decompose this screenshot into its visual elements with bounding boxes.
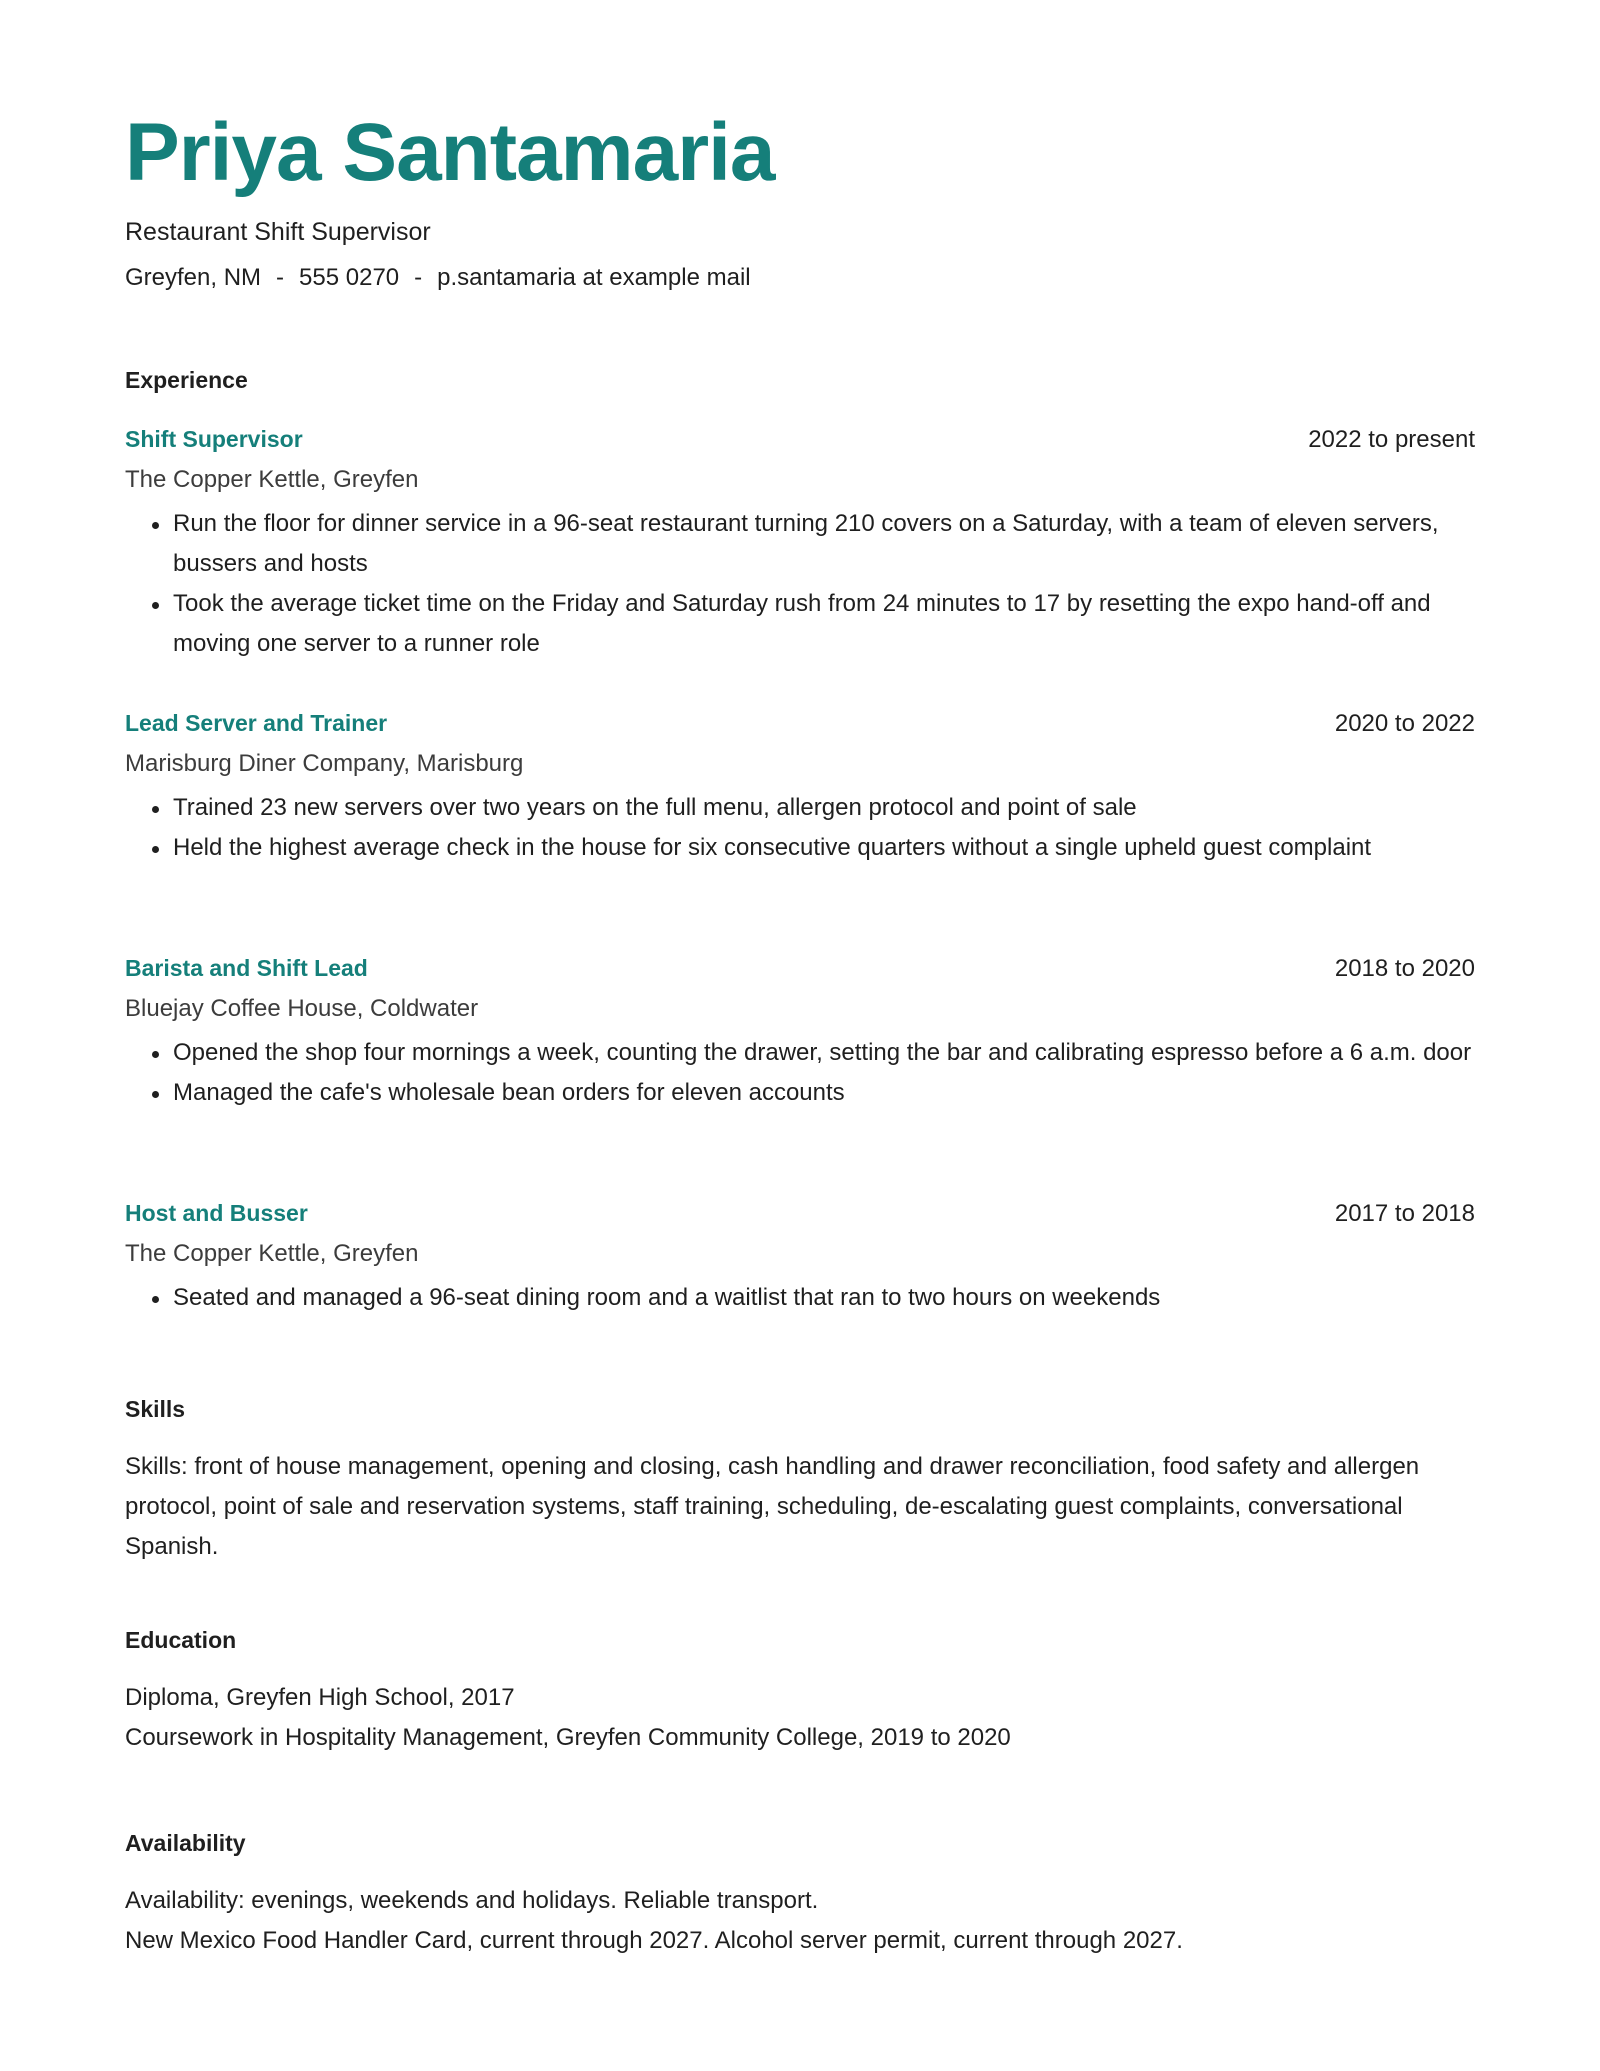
list-item bbox=[125, 584, 1475, 664]
job-dates: 2022 to present bbox=[1308, 426, 1475, 453]
job-bullets bbox=[125, 504, 1475, 664]
list-item bbox=[125, 1073, 1475, 1113]
certification-line: New Mexico Food Handler Card, current through 2027. Alcohol server permit, current through 2027. bbox=[125, 1927, 1183, 1954]
bullet-icon bbox=[152, 1091, 159, 1098]
skills-heading: Skills bbox=[125, 1396, 186, 1422]
bullet-icon bbox=[152, 1051, 159, 1058]
job-title: Shift Supervisor bbox=[125, 426, 303, 452]
bullet-text: Held the highest average check in the house for six consecutive quarters without a single upheld guest complaint bbox=[173, 834, 1372, 861]
job-entry bbox=[125, 426, 1475, 664]
job-title: Host and Busser bbox=[125, 1200, 308, 1226]
bullet-text: Seated and managed a 96-seat dining room and a waitlist that ran to two hours on weekends bbox=[173, 1284, 1161, 1311]
job-bullets bbox=[125, 788, 1475, 868]
availability-heading: Availability bbox=[125, 1830, 246, 1856]
bullet-icon bbox=[152, 522, 159, 529]
job-bullets bbox=[125, 1278, 1475, 1318]
job-title: Lead Server and Trainer bbox=[125, 710, 388, 736]
list-item bbox=[125, 828, 1475, 868]
job-dates: 2020 to 2022 bbox=[1334, 710, 1475, 737]
job-organization: The Copper Kettle, Greyfen bbox=[125, 1240, 419, 1267]
bullet-icon bbox=[152, 846, 159, 853]
bullet-text: Took the average ticket time on the Friday and Saturday rush from 24 minutes to 17 by resetting the expo hand-off and moving one server to a runner role bbox=[173, 590, 1431, 657]
contact-line bbox=[125, 264, 751, 292]
skills-text: Skills: front of house management, opening and closing, cash handling and drawer reconciliation, food safety and allergen protocol, point of sale and reservation systems, staff training, scheduling, de-escalating guest complaints, conversational Spanish. bbox=[125, 1453, 1420, 1560]
bullet-icon bbox=[152, 602, 159, 609]
bullet-icon bbox=[152, 806, 159, 813]
list-item bbox=[125, 1278, 1475, 1318]
job-bullets bbox=[125, 1033, 1475, 1113]
availability-line: Availability: evenings, weekends and holidays. Reliable transport. bbox=[125, 1887, 819, 1914]
job-entry bbox=[125, 1200, 1475, 1318]
bullet-text: Trained 23 new servers over two years on the full menu, allergen protocol and point of sale bbox=[173, 794, 1137, 821]
list-item bbox=[125, 1033, 1475, 1073]
job-dates: 2018 to 2020 bbox=[1334, 955, 1475, 982]
availability-list bbox=[125, 1881, 1475, 1961]
job-entry bbox=[125, 710, 1475, 868]
list-item bbox=[125, 504, 1475, 584]
contact-location: Greyfen, NM bbox=[125, 264, 262, 291]
job-entry bbox=[125, 955, 1475, 1113]
contact-phone: 555 0270 bbox=[299, 264, 400, 291]
bullet-text: Managed the cafe's wholesale bean orders for eleven accounts bbox=[173, 1079, 845, 1106]
candidate-name: Priya Santamaria bbox=[125, 107, 775, 198]
job-organization: The Copper Kettle, Greyfen bbox=[125, 466, 419, 493]
education-list bbox=[125, 1678, 1475, 1758]
candidate-title: Restaurant Shift Supervisor bbox=[125, 218, 431, 246]
contact-separator: - bbox=[276, 264, 285, 291]
experience-heading: Experience bbox=[125, 367, 248, 393]
job-title: Barista and Shift Lead bbox=[125, 955, 368, 981]
job-organization: Marisburg Diner Company, Marisburg bbox=[125, 750, 524, 777]
list-item bbox=[125, 788, 1475, 828]
bullet-icon bbox=[152, 1296, 159, 1303]
bullet-text: Opened the shop four mornings a week, counting the drawer, setting the bar and calibrating espresso before a 6 a.m. door bbox=[173, 1039, 1472, 1066]
contact-separator: - bbox=[414, 264, 423, 291]
education-heading: Education bbox=[125, 1627, 237, 1653]
job-dates: 2017 to 2018 bbox=[1334, 1200, 1475, 1227]
contact-email: p.santamaria at example mail bbox=[437, 264, 751, 291]
bullet-text: Run the floor for dinner service in a 96-seat restaurant turning 210 covers on a Saturday, with a team of eleven servers, bussers and hosts bbox=[173, 510, 1439, 577]
education-line: Coursework in Hospitality Management, Greyfen Community College, 2019 to 2020 bbox=[125, 1724, 1011, 1751]
job-organization: Bluejay Coffee House, Coldwater bbox=[125, 995, 479, 1022]
education-line: Diploma, Greyfen High School, 2017 bbox=[125, 1684, 515, 1711]
